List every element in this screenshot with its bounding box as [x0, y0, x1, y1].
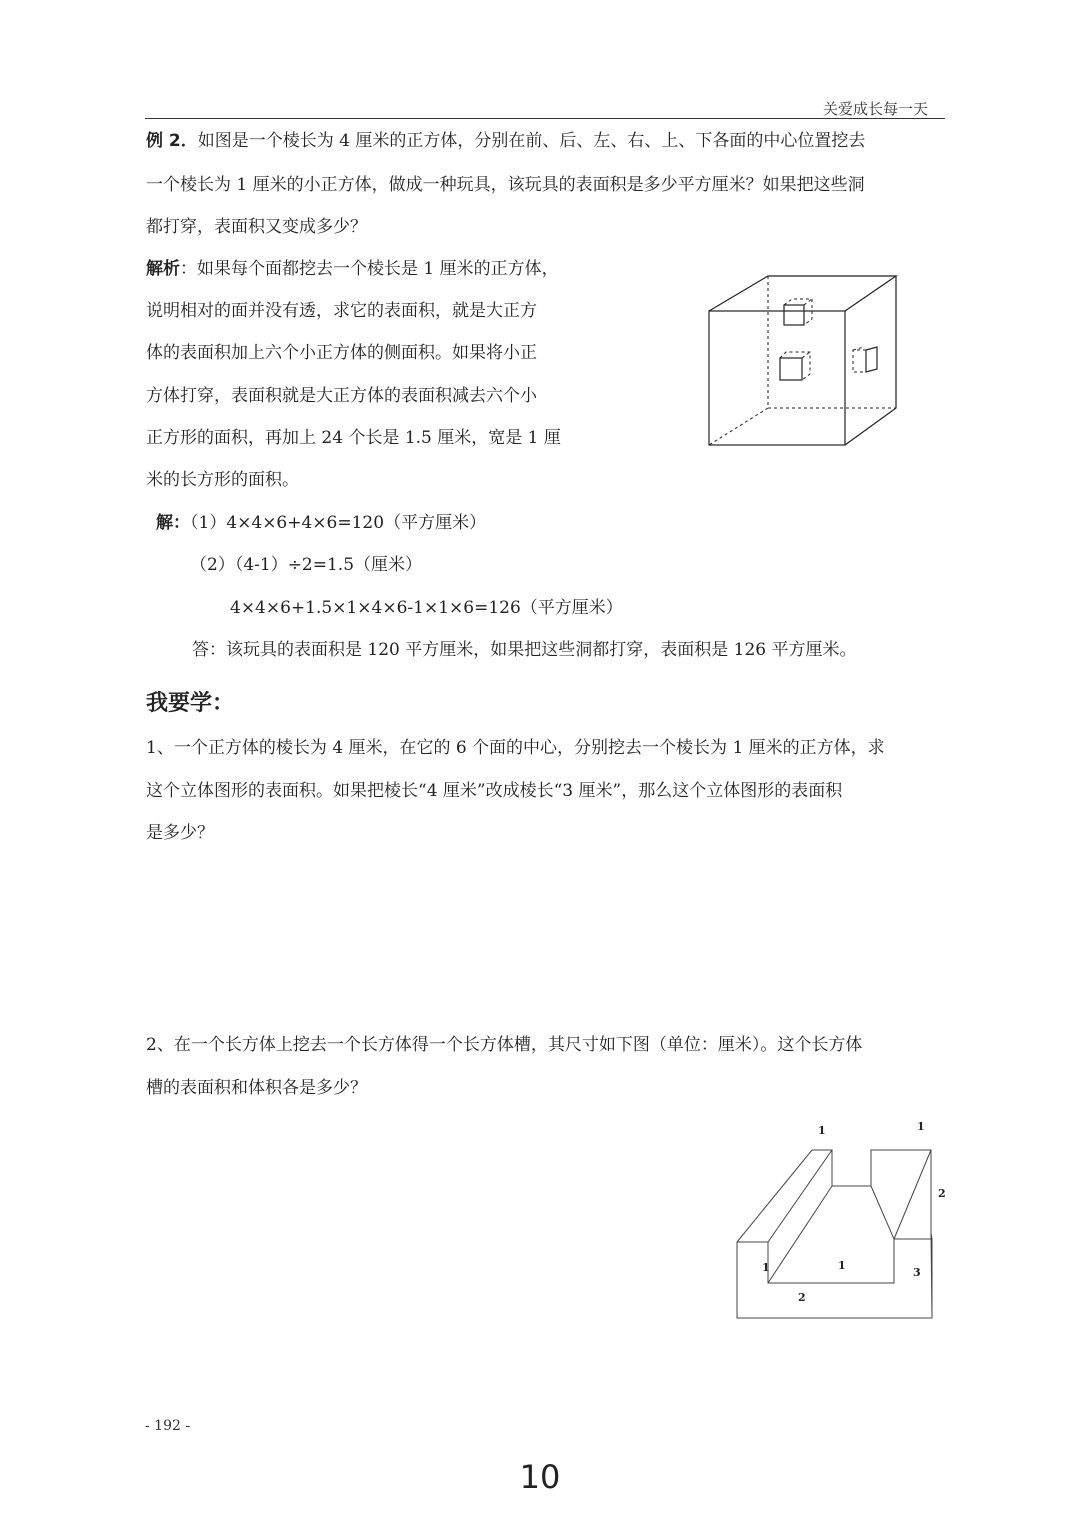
dim-bottom: 2 — [798, 1291, 806, 1304]
analysis-line-1 — [146, 258, 559, 280]
solution-answer: 答：该玩具的表面积是 120 平方厘米，如果把这些洞都打穿，表面积是 126 平方厘米。 — [192, 640, 857, 660]
groove-floor-back — [832, 1150, 931, 1233]
front-hole-edge — [802, 352, 810, 358]
groove-figure — [730, 1115, 955, 1325]
dim-inner-left: 1 — [762, 1261, 770, 1274]
groove-right-inner-depth — [871, 1186, 894, 1239]
dim-right-height: 2 — [938, 1187, 946, 1200]
analysis-label: 解析 — [146, 259, 180, 279]
dim-depth: 3 — [913, 1266, 921, 1279]
solution-step-1: （1）4×4×6+4×6=120（平方厘米） — [190, 513, 487, 533]
cube-top-edges — [709, 276, 896, 311]
solution-line-1 — [156, 512, 486, 534]
solution-step-3: 4×4×6+1.5×1×4×6-1×1×6=126（平方厘米） — [230, 598, 623, 618]
q2-line-1: 2、在一个长方体上挖去一个长方体得一个长方体槽，其尺寸如下图（单位：厘米）。这个长方体 — [146, 1035, 863, 1055]
dim-inner-right: 1 — [838, 1259, 846, 1272]
groove-front-face — [737, 1239, 932, 1318]
front-hole-solid — [780, 358, 802, 380]
groove-left-wall-top — [737, 1150, 832, 1242]
header-rule — [145, 118, 945, 119]
example-line-1 — [146, 130, 865, 152]
right-hole-solid — [866, 347, 877, 372]
header-text: 关爱成长每一天 — [822, 100, 928, 118]
q1-line-3: 是多少？ — [146, 823, 214, 843]
analysis-line-2: 说明相对的面并没有透，求它的表面积，就是大正方 — [146, 301, 537, 321]
q2-line-2: 槽的表面积和体积各是多少？ — [146, 1078, 367, 1098]
front-hole-back — [780, 352, 810, 380]
cube-front-face — [709, 311, 845, 445]
example-text-1: 如图是一个棱长为 4 厘米的正方体，分别在前、后、左、右、上、下各面的中心位置挖去 — [197, 131, 866, 151]
analysis-line-5: 正方形的面积，再加上 24 个长是 1.5 厘米，宽是 1 厘 — [146, 428, 561, 448]
top-hole-edge — [804, 299, 812, 305]
analysis-line-3: 体的表面积加上六个小正方体的侧面积。如果将小正 — [146, 343, 537, 363]
cube-figure — [700, 270, 910, 452]
top-hole-front — [784, 305, 804, 325]
right-hole-back — [853, 350, 866, 372]
dim-top-right: 1 — [917, 1120, 925, 1133]
analysis-line-4: 方体打穿，表面积就是大正方体的表面积减去六个小 — [146, 386, 537, 406]
example-line-2: 一个棱长为 1 厘米的小正方体，做成一种玩具，该玩具的表面积是多少平方厘米？如果把这些洞 — [146, 175, 865, 195]
analysis-text-1: ：如果每个面都挖去一个棱长是 1 厘米的正方体， — [180, 259, 559, 279]
q1-line-1: 1、一个正方体的棱长为 4 厘米，在它的 6 个面的中心，分别挖去一个棱长为 1 厘米的正方体，求 — [146, 738, 885, 758]
groove-right-wall-left — [894, 1150, 931, 1239]
top-hole-back — [784, 299, 812, 325]
q1-line-2: 这个立体图形的表面积。如果把棱长“4 厘米”改成棱长“3 厘米”，那么这个立体图形的表面积 — [146, 781, 843, 801]
solution-label: 解： — [156, 513, 190, 533]
groove-floor-depth — [768, 1186, 832, 1283]
dim-top-left: 1 — [818, 1124, 826, 1137]
section-title: 我要学： — [146, 691, 235, 716]
cube-right-edges — [845, 276, 896, 445]
example-line-3: 都打穿，表面积又变成多少？ — [146, 217, 367, 237]
big-page-number: 10 — [519, 1458, 561, 1496]
page-number: - 192 - — [145, 1418, 191, 1434]
example-label: 例 2． — [146, 131, 198, 151]
analysis-line-6: 米的长方形的面积。 — [146, 470, 299, 490]
cube-hidden-diagonal — [709, 408, 768, 445]
solution-step-2: （2）（4-1）÷2=1.5（厘米） — [190, 555, 423, 575]
